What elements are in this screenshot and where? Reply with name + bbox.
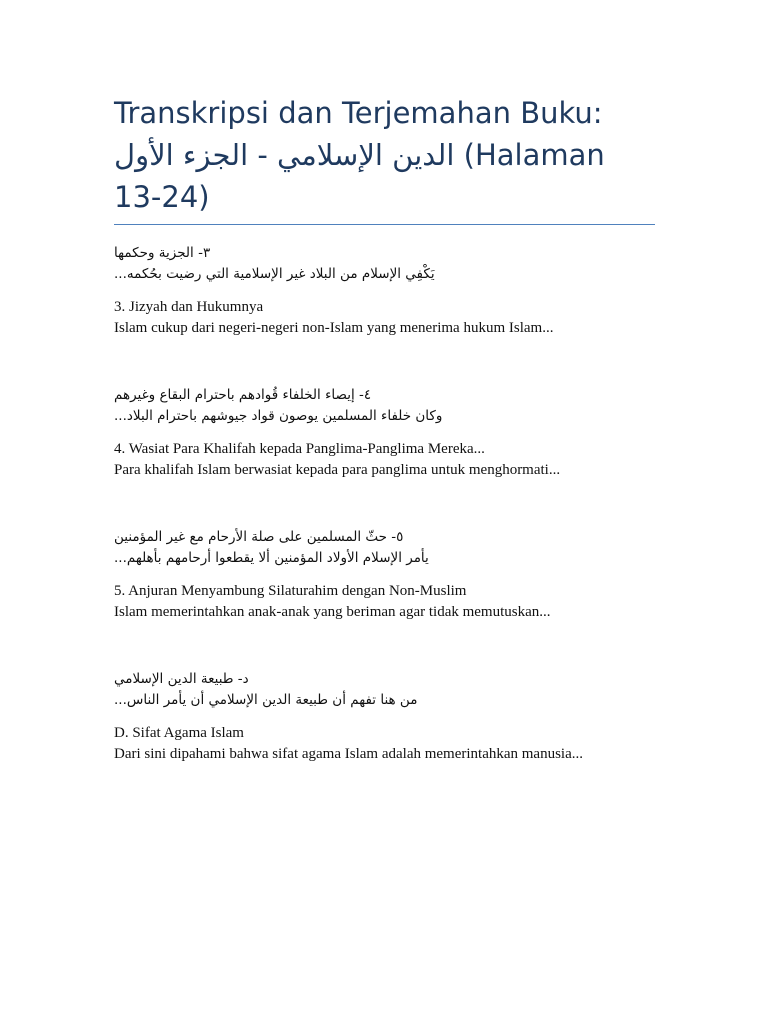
arabic-text: من هنا تفهم أن طبيعة الدين الإسلامي أن يأمر الناس... (114, 692, 418, 708)
section-text: Islam memerintahkan anak-anak yang beriman agar tidak memutuskan... (114, 604, 551, 620)
document-title: Transkripsi dan Terjemahan Buku: الدين الإسلامي - الجزء الأول (Halaman 13-24) (114, 92, 655, 225)
section-heading: 3. Jizyah dan Hukumnya (114, 299, 264, 315)
arabic-text: وكان خلفاء المسلمين يوصون قواد جيوشهم باحترام البلاد... (114, 408, 443, 424)
section-heading: 5. Anjuran Menyambung Silaturahim dengan Non-Muslim (114, 583, 467, 599)
section-jizyah (114, 243, 655, 339)
section-wasiat (114, 385, 655, 481)
document-page (114, 92, 655, 765)
section-text: Islam cukup dari negeri-negeri non-Islam yang menerima hukum Islam... (114, 320, 554, 336)
arabic-text: يَكْفِي الإسلام من البلاد غير الإسلامية التي رضيت بحُكمه... (114, 266, 435, 282)
section-text: Para khalifah Islam berwasiat kepada para panglima untuk menghormati... (114, 462, 561, 478)
section-text: Dari sini dipahami bahwa sifat agama Islam adalah memerintahkan manusia... (114, 746, 584, 762)
arabic-heading: ٤- إيصاء الخلفاء قُوادهم باحترام البقاع وغيرهم (114, 387, 372, 403)
section-silaturahim (114, 527, 655, 623)
arabic-heading: ٣- الجزية وحكمها (114, 245, 211, 261)
section-heading: D. Sifat Agama Islam (114, 725, 244, 741)
document-body (114, 243, 655, 765)
section-heading: 4. Wasiat Para Khalifah kepada Panglima-Panglima Mereka... (114, 441, 485, 457)
arabic-text: يأمر الإسلام الأولاد المؤمنين ألا يقطعوا أرحامهم بأهلهم... (114, 550, 429, 566)
section-sifat-agama (114, 669, 655, 765)
arabic-heading: د- طبيعة الدين الإسلامي (114, 671, 249, 687)
arabic-heading: ٥- حثّ المسلمين على صلة الأرحام مع غير المؤمنين (114, 529, 404, 545)
